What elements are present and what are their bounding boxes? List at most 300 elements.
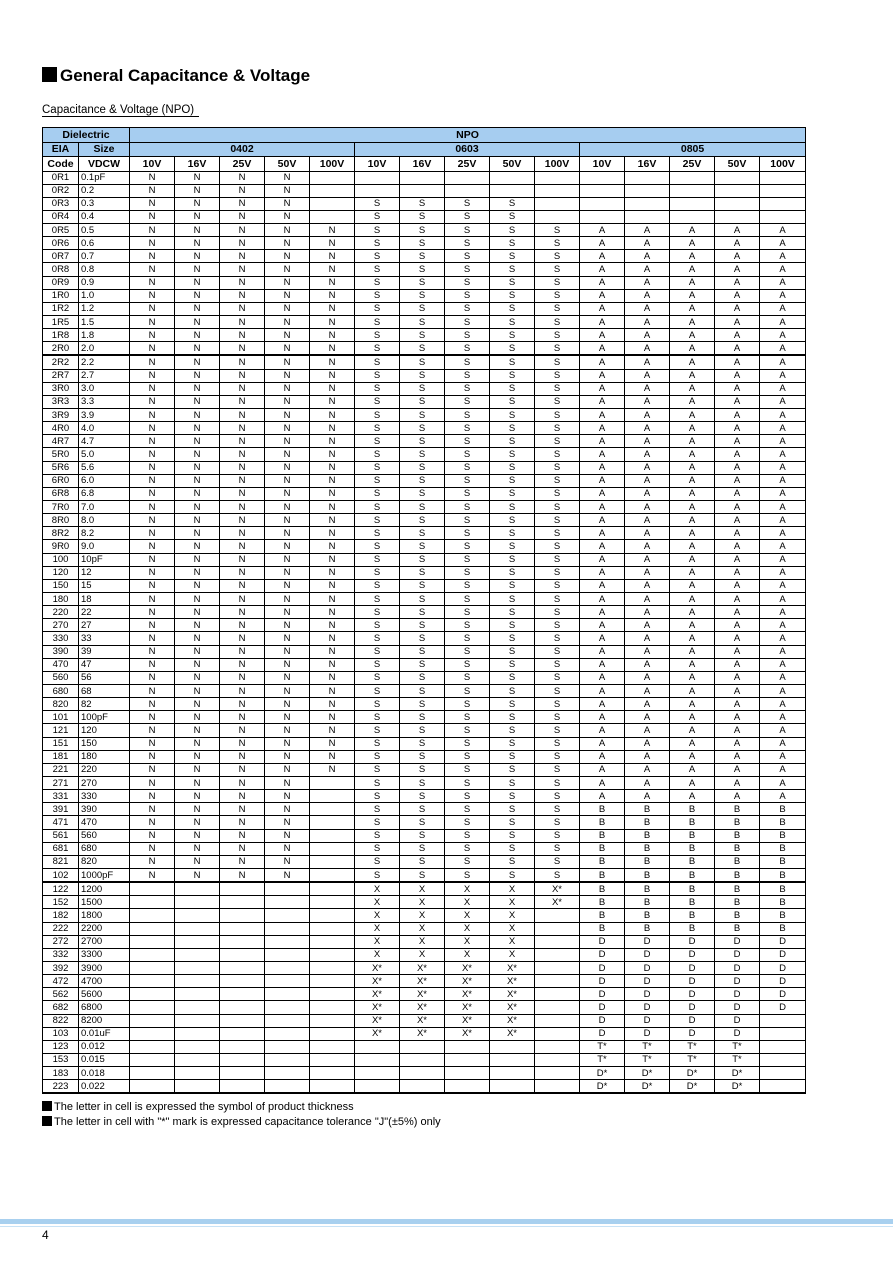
eia-code-cell: 0R2 bbox=[43, 184, 79, 197]
thickness-cell bbox=[130, 1053, 175, 1066]
thickness-cell: A bbox=[625, 395, 670, 408]
thickness-cell: N bbox=[265, 197, 310, 210]
thickness-cell: S bbox=[490, 316, 535, 329]
thickness-cell: A bbox=[715, 342, 760, 356]
thickness-cell: N bbox=[130, 369, 175, 382]
thickness-cell: A bbox=[670, 355, 715, 369]
thickness-cell: B bbox=[760, 882, 806, 896]
thickness-cell: D bbox=[670, 975, 715, 988]
thickness-cell: S bbox=[400, 487, 445, 500]
thickness-cell: S bbox=[490, 790, 535, 803]
thickness-cell bbox=[715, 184, 760, 197]
thickness-cell: N bbox=[310, 645, 355, 658]
thickness-cell: N bbox=[220, 342, 265, 356]
thickness-cell: N bbox=[310, 224, 355, 237]
thickness-cell: D bbox=[625, 1014, 670, 1027]
thickness-cell bbox=[310, 855, 355, 868]
table-row bbox=[43, 711, 806, 724]
thickness-cell: N bbox=[175, 184, 220, 197]
thickness-cell: S bbox=[445, 763, 490, 776]
capacitance-value-cell: 680 bbox=[79, 842, 130, 855]
thickness-cell: S bbox=[400, 329, 445, 342]
table-row bbox=[43, 435, 806, 448]
thickness-cell: A bbox=[625, 369, 670, 382]
thickness-cell: N bbox=[130, 553, 175, 566]
thickness-cell: A bbox=[625, 501, 670, 514]
thickness-cell: A bbox=[715, 395, 760, 408]
table-row bbox=[43, 658, 806, 671]
thickness-cell: N bbox=[130, 750, 175, 763]
thickness-cell: D bbox=[625, 975, 670, 988]
thickness-cell bbox=[220, 1001, 265, 1014]
thickness-cell: S bbox=[445, 698, 490, 711]
thickness-cell bbox=[535, 1027, 580, 1040]
eia-code-cell: 1R8 bbox=[43, 329, 79, 342]
thickness-cell: A bbox=[580, 355, 625, 369]
thickness-cell: S bbox=[490, 342, 535, 356]
thickness-cell: N bbox=[310, 501, 355, 514]
thickness-cell: A bbox=[580, 342, 625, 356]
thickness-cell: A bbox=[760, 355, 806, 369]
thickness-cell: A bbox=[625, 422, 670, 435]
thickness-cell: A bbox=[580, 316, 625, 329]
thickness-cell: S bbox=[535, 658, 580, 671]
eia-code-cell: 0R5 bbox=[43, 224, 79, 237]
eia-code-cell: 272 bbox=[43, 935, 79, 948]
thickness-cell: X bbox=[400, 935, 445, 948]
thickness-cell: S bbox=[400, 197, 445, 210]
thickness-cell bbox=[760, 197, 806, 210]
thickness-cell: B bbox=[580, 842, 625, 855]
thickness-cell: N bbox=[220, 276, 265, 289]
thickness-cell: A bbox=[580, 224, 625, 237]
thickness-cell: N bbox=[175, 501, 220, 514]
thickness-cell: A bbox=[760, 395, 806, 408]
thickness-cell: A bbox=[760, 224, 806, 237]
thickness-cell: S bbox=[355, 342, 400, 356]
thickness-cell bbox=[310, 975, 355, 988]
thickness-cell bbox=[310, 896, 355, 909]
thickness-cell: S bbox=[490, 461, 535, 474]
thickness-cell: N bbox=[220, 593, 265, 606]
thickness-cell: S bbox=[445, 750, 490, 763]
thickness-cell bbox=[715, 197, 760, 210]
thickness-cell: S bbox=[400, 868, 445, 882]
thickness-cell: A bbox=[670, 684, 715, 697]
thickness-cell: S bbox=[535, 355, 580, 369]
thickness-cell: N bbox=[310, 514, 355, 527]
capacitance-value-cell: 18 bbox=[79, 593, 130, 606]
thickness-cell: D bbox=[670, 935, 715, 948]
thickness-cell: N bbox=[310, 409, 355, 422]
thickness-cell: S bbox=[535, 803, 580, 816]
thickness-cell: S bbox=[400, 409, 445, 422]
thickness-cell: N bbox=[130, 435, 175, 448]
thickness-cell: N bbox=[265, 435, 310, 448]
eia-code-cell: 1R0 bbox=[43, 289, 79, 302]
thickness-cell: A bbox=[715, 487, 760, 500]
thickness-cell: S bbox=[355, 237, 400, 250]
thickness-cell: X* bbox=[355, 1027, 400, 1040]
thickness-cell: N bbox=[130, 619, 175, 632]
table-row bbox=[43, 566, 806, 579]
thickness-cell: A bbox=[580, 593, 625, 606]
thickness-cell: N bbox=[175, 527, 220, 540]
capacitance-value-cell: 12 bbox=[79, 566, 130, 579]
thickness-cell: S bbox=[355, 197, 400, 210]
thickness-cell: X* bbox=[400, 988, 445, 1001]
thickness-cell bbox=[535, 948, 580, 961]
thickness-cell: S bbox=[400, 237, 445, 250]
thickness-cell bbox=[535, 922, 580, 935]
dielectric-value: NPO bbox=[130, 128, 806, 143]
thickness-cell: N bbox=[265, 395, 310, 408]
thickness-cell: S bbox=[400, 763, 445, 776]
thickness-cell: N bbox=[220, 868, 265, 882]
thickness-cell bbox=[130, 988, 175, 1001]
thickness-cell: X* bbox=[535, 896, 580, 909]
thickness-cell: N bbox=[220, 395, 265, 408]
thickness-cell bbox=[445, 1080, 490, 1094]
thickness-cell: A bbox=[715, 276, 760, 289]
thickness-cell: S bbox=[355, 645, 400, 658]
capacitance-value-cell: 1000pF bbox=[79, 868, 130, 882]
thickness-cell: S bbox=[400, 566, 445, 579]
thickness-cell: S bbox=[445, 448, 490, 461]
thickness-cell bbox=[310, 909, 355, 922]
thickness-cell: N bbox=[175, 658, 220, 671]
eia-code-cell: 2R2 bbox=[43, 355, 79, 369]
thickness-cell: S bbox=[400, 579, 445, 592]
capacitance-value-cell: 2700 bbox=[79, 935, 130, 948]
table-row bbox=[43, 829, 806, 842]
table-row bbox=[43, 606, 806, 619]
thickness-cell: S bbox=[535, 487, 580, 500]
thickness-cell: N bbox=[265, 276, 310, 289]
thickness-cell: N bbox=[265, 566, 310, 579]
thickness-cell: S bbox=[355, 671, 400, 684]
capacitance-value-cell: 5.6 bbox=[79, 461, 130, 474]
thickness-cell: X bbox=[445, 909, 490, 922]
table-row bbox=[43, 540, 806, 553]
thickness-cell: A bbox=[760, 342, 806, 356]
thickness-cell: N bbox=[265, 501, 310, 514]
thickness-cell: S bbox=[400, 842, 445, 855]
thickness-cell bbox=[265, 948, 310, 961]
thickness-cell: D bbox=[625, 948, 670, 961]
thickness-cell: S bbox=[445, 527, 490, 540]
thickness-cell: A bbox=[715, 263, 760, 276]
thickness-cell bbox=[535, 961, 580, 974]
thickness-cell: S bbox=[535, 632, 580, 645]
thickness-cell: N bbox=[310, 527, 355, 540]
thickness-cell: X* bbox=[400, 975, 445, 988]
thickness-cell bbox=[175, 896, 220, 909]
thickness-cell: D bbox=[760, 988, 806, 1001]
thickness-cell bbox=[760, 1053, 806, 1066]
thickness-cell bbox=[760, 171, 806, 184]
thickness-cell: B bbox=[625, 816, 670, 829]
thickness-cell: N bbox=[265, 302, 310, 315]
thickness-cell: A bbox=[580, 329, 625, 342]
thickness-cell: S bbox=[490, 540, 535, 553]
thickness-cell bbox=[220, 961, 265, 974]
thickness-cell: N bbox=[220, 750, 265, 763]
table-row bbox=[43, 763, 806, 776]
thickness-cell: S bbox=[535, 750, 580, 763]
thickness-cell: N bbox=[265, 842, 310, 855]
thickness-cell: A bbox=[670, 790, 715, 803]
eia-code-cell: 2R0 bbox=[43, 342, 79, 356]
thickness-cell bbox=[355, 184, 400, 197]
thickness-cell: A bbox=[625, 711, 670, 724]
thickness-cell: N bbox=[175, 342, 220, 356]
thickness-cell: S bbox=[400, 632, 445, 645]
thickness-cell: S bbox=[490, 210, 535, 223]
thickness-cell bbox=[265, 1027, 310, 1040]
note-tolerance bbox=[42, 1116, 441, 1128]
thickness-cell: A bbox=[670, 369, 715, 382]
thickness-cell: S bbox=[490, 619, 535, 632]
thickness-cell: D bbox=[625, 961, 670, 974]
thickness-cell: A bbox=[715, 645, 760, 658]
capacitance-value-cell: 8.0 bbox=[79, 514, 130, 527]
thickness-cell: A bbox=[625, 645, 670, 658]
eia-code-cell: 472 bbox=[43, 975, 79, 988]
thickness-cell: S bbox=[535, 329, 580, 342]
thickness-cell: A bbox=[580, 724, 625, 737]
voltage-header-cell: 50V bbox=[265, 157, 310, 172]
thickness-cell: B bbox=[625, 922, 670, 935]
eia-code-cell: 270 bbox=[43, 619, 79, 632]
thickness-cell: N bbox=[175, 803, 220, 816]
thickness-cell: N bbox=[130, 210, 175, 223]
capacitance-value-cell: 1.2 bbox=[79, 302, 130, 315]
thickness-cell: B bbox=[760, 855, 806, 868]
thickness-cell: S bbox=[400, 263, 445, 276]
thickness-cell: A bbox=[715, 382, 760, 395]
thickness-cell: S bbox=[400, 250, 445, 263]
thickness-cell: N bbox=[220, 803, 265, 816]
thickness-cell: N bbox=[310, 250, 355, 263]
thickness-cell: N bbox=[265, 382, 310, 395]
thickness-cell: N bbox=[130, 698, 175, 711]
table-row bbox=[43, 171, 806, 184]
thickness-cell: S bbox=[535, 868, 580, 882]
page-number: 4 bbox=[42, 1228, 49, 1242]
table-row bbox=[43, 948, 806, 961]
thickness-cell: A bbox=[715, 250, 760, 263]
eia-code-cell: 561 bbox=[43, 829, 79, 842]
thickness-cell: S bbox=[355, 369, 400, 382]
table-row bbox=[43, 619, 806, 632]
thickness-cell: N bbox=[265, 422, 310, 435]
thickness-cell: S bbox=[400, 448, 445, 461]
thickness-cell: S bbox=[535, 816, 580, 829]
thickness-cell: A bbox=[715, 566, 760, 579]
thickness-cell: S bbox=[445, 579, 490, 592]
thickness-cell bbox=[220, 988, 265, 1001]
thickness-cell: D bbox=[715, 935, 760, 948]
table-row bbox=[43, 461, 806, 474]
thickness-cell: N bbox=[220, 382, 265, 395]
thickness-cell: A bbox=[760, 540, 806, 553]
table-row bbox=[43, 855, 806, 868]
thickness-cell: N bbox=[265, 593, 310, 606]
thickness-cell: N bbox=[220, 776, 265, 789]
thickness-cell bbox=[175, 961, 220, 974]
thickness-cell: S bbox=[535, 409, 580, 422]
capacitance-value-cell: 0.1pF bbox=[79, 171, 130, 184]
thickness-cell bbox=[175, 1053, 220, 1066]
thickness-cell: A bbox=[625, 276, 670, 289]
thickness-cell: A bbox=[580, 474, 625, 487]
eia-code-cell: 560 bbox=[43, 671, 79, 684]
thickness-cell: N bbox=[175, 868, 220, 882]
capacitance-value-cell: 3.9 bbox=[79, 409, 130, 422]
eia-code-cell: 0R3 bbox=[43, 197, 79, 210]
capacitance-value-cell: 2.7 bbox=[79, 369, 130, 382]
thickness-cell: A bbox=[760, 316, 806, 329]
thickness-cell: A bbox=[580, 461, 625, 474]
eia-code-cell: 6R8 bbox=[43, 487, 79, 500]
thickness-cell bbox=[175, 975, 220, 988]
thickness-cell: N bbox=[175, 684, 220, 697]
thickness-cell: N bbox=[310, 422, 355, 435]
thickness-cell: N bbox=[175, 645, 220, 658]
thickness-cell: A bbox=[760, 724, 806, 737]
thickness-cell: S bbox=[490, 566, 535, 579]
eia-code-cell: 180 bbox=[43, 593, 79, 606]
thickness-cell: N bbox=[310, 724, 355, 737]
thickness-cell: S bbox=[490, 237, 535, 250]
table-row bbox=[43, 737, 806, 750]
table-row bbox=[43, 803, 806, 816]
eia-code-cell: 1R2 bbox=[43, 302, 79, 315]
thickness-cell: A bbox=[625, 409, 670, 422]
eia-code-cell: 120 bbox=[43, 566, 79, 579]
thickness-cell: X* bbox=[400, 961, 445, 974]
thickness-cell: A bbox=[760, 250, 806, 263]
thickness-cell: S bbox=[490, 382, 535, 395]
thickness-cell: N bbox=[265, 737, 310, 750]
table-row bbox=[43, 250, 806, 263]
thickness-cell bbox=[130, 882, 175, 896]
thickness-cell: B bbox=[760, 868, 806, 882]
thickness-cell: N bbox=[175, 448, 220, 461]
thickness-cell: A bbox=[670, 289, 715, 302]
thickness-cell: N bbox=[175, 593, 220, 606]
thickness-cell: A bbox=[670, 724, 715, 737]
thickness-cell bbox=[310, 171, 355, 184]
thickness-cell: N bbox=[175, 263, 220, 276]
thickness-cell: A bbox=[715, 750, 760, 763]
thickness-cell: A bbox=[625, 448, 670, 461]
thickness-cell: S bbox=[400, 803, 445, 816]
thickness-cell: S bbox=[490, 197, 535, 210]
table-row bbox=[43, 1014, 806, 1027]
thickness-cell: N bbox=[130, 487, 175, 500]
thickness-cell: S bbox=[355, 658, 400, 671]
thickness-cell bbox=[220, 1014, 265, 1027]
thickness-cell: B bbox=[715, 842, 760, 855]
voltage-header-cell: 25V bbox=[445, 157, 490, 172]
thickness-cell: S bbox=[490, 355, 535, 369]
capacitance-value-cell: 270 bbox=[79, 776, 130, 789]
thickness-cell: N bbox=[175, 422, 220, 435]
capacitance-value-cell: 6.8 bbox=[79, 487, 130, 500]
thickness-cell: A bbox=[670, 553, 715, 566]
thickness-cell: A bbox=[625, 224, 670, 237]
thickness-cell bbox=[130, 975, 175, 988]
thickness-cell: D bbox=[760, 935, 806, 948]
thickness-cell bbox=[220, 882, 265, 896]
thickness-cell: N bbox=[175, 395, 220, 408]
thickness-cell: S bbox=[400, 395, 445, 408]
thickness-cell: S bbox=[400, 711, 445, 724]
thickness-cell: A bbox=[580, 750, 625, 763]
thickness-cell: N bbox=[265, 409, 310, 422]
thickness-cell: A bbox=[580, 711, 625, 724]
thickness-cell: S bbox=[490, 842, 535, 855]
thickness-cell: A bbox=[760, 632, 806, 645]
thickness-cell: S bbox=[490, 514, 535, 527]
thickness-cell bbox=[580, 171, 625, 184]
thickness-cell: A bbox=[625, 724, 670, 737]
thickness-cell bbox=[760, 1040, 806, 1053]
table-row bbox=[43, 1027, 806, 1040]
thickness-cell: N bbox=[310, 487, 355, 500]
thickness-cell: S bbox=[355, 632, 400, 645]
capacitance-value-cell: 3.0 bbox=[79, 382, 130, 395]
thickness-cell: S bbox=[445, 658, 490, 671]
thickness-cell: N bbox=[310, 263, 355, 276]
thickness-cell: N bbox=[265, 289, 310, 302]
thickness-cell bbox=[760, 1027, 806, 1040]
table-row bbox=[43, 776, 806, 789]
thickness-cell: N bbox=[220, 842, 265, 855]
table-row bbox=[43, 263, 806, 276]
thickness-cell: X* bbox=[400, 1014, 445, 1027]
voltage-header-cell: 16V bbox=[175, 157, 220, 172]
thickness-cell bbox=[175, 1027, 220, 1040]
thickness-cell: D bbox=[625, 1001, 670, 1014]
page-title-text: General Capacitance & Voltage bbox=[60, 66, 311, 85]
thickness-cell: X* bbox=[445, 975, 490, 988]
thickness-cell: N bbox=[175, 553, 220, 566]
thickness-cell: S bbox=[535, 606, 580, 619]
thickness-cell: A bbox=[625, 289, 670, 302]
thickness-cell: N bbox=[310, 606, 355, 619]
thickness-cell: A bbox=[760, 382, 806, 395]
thickness-cell: S bbox=[445, 776, 490, 789]
thickness-cell: S bbox=[445, 329, 490, 342]
thickness-cell bbox=[265, 961, 310, 974]
thickness-cell: N bbox=[175, 435, 220, 448]
thickness-cell: N bbox=[130, 355, 175, 369]
thickness-cell: A bbox=[670, 276, 715, 289]
eia-code-cell: 470 bbox=[43, 658, 79, 671]
thickness-cell: X bbox=[490, 935, 535, 948]
thickness-cell: N bbox=[220, 619, 265, 632]
table-row bbox=[43, 237, 806, 250]
eia-code-cell: 152 bbox=[43, 896, 79, 909]
thickness-cell: S bbox=[400, 276, 445, 289]
thickness-cell: X bbox=[355, 922, 400, 935]
thickness-cell bbox=[130, 1014, 175, 1027]
thickness-cell: N bbox=[310, 302, 355, 315]
thickness-cell: N bbox=[265, 671, 310, 684]
